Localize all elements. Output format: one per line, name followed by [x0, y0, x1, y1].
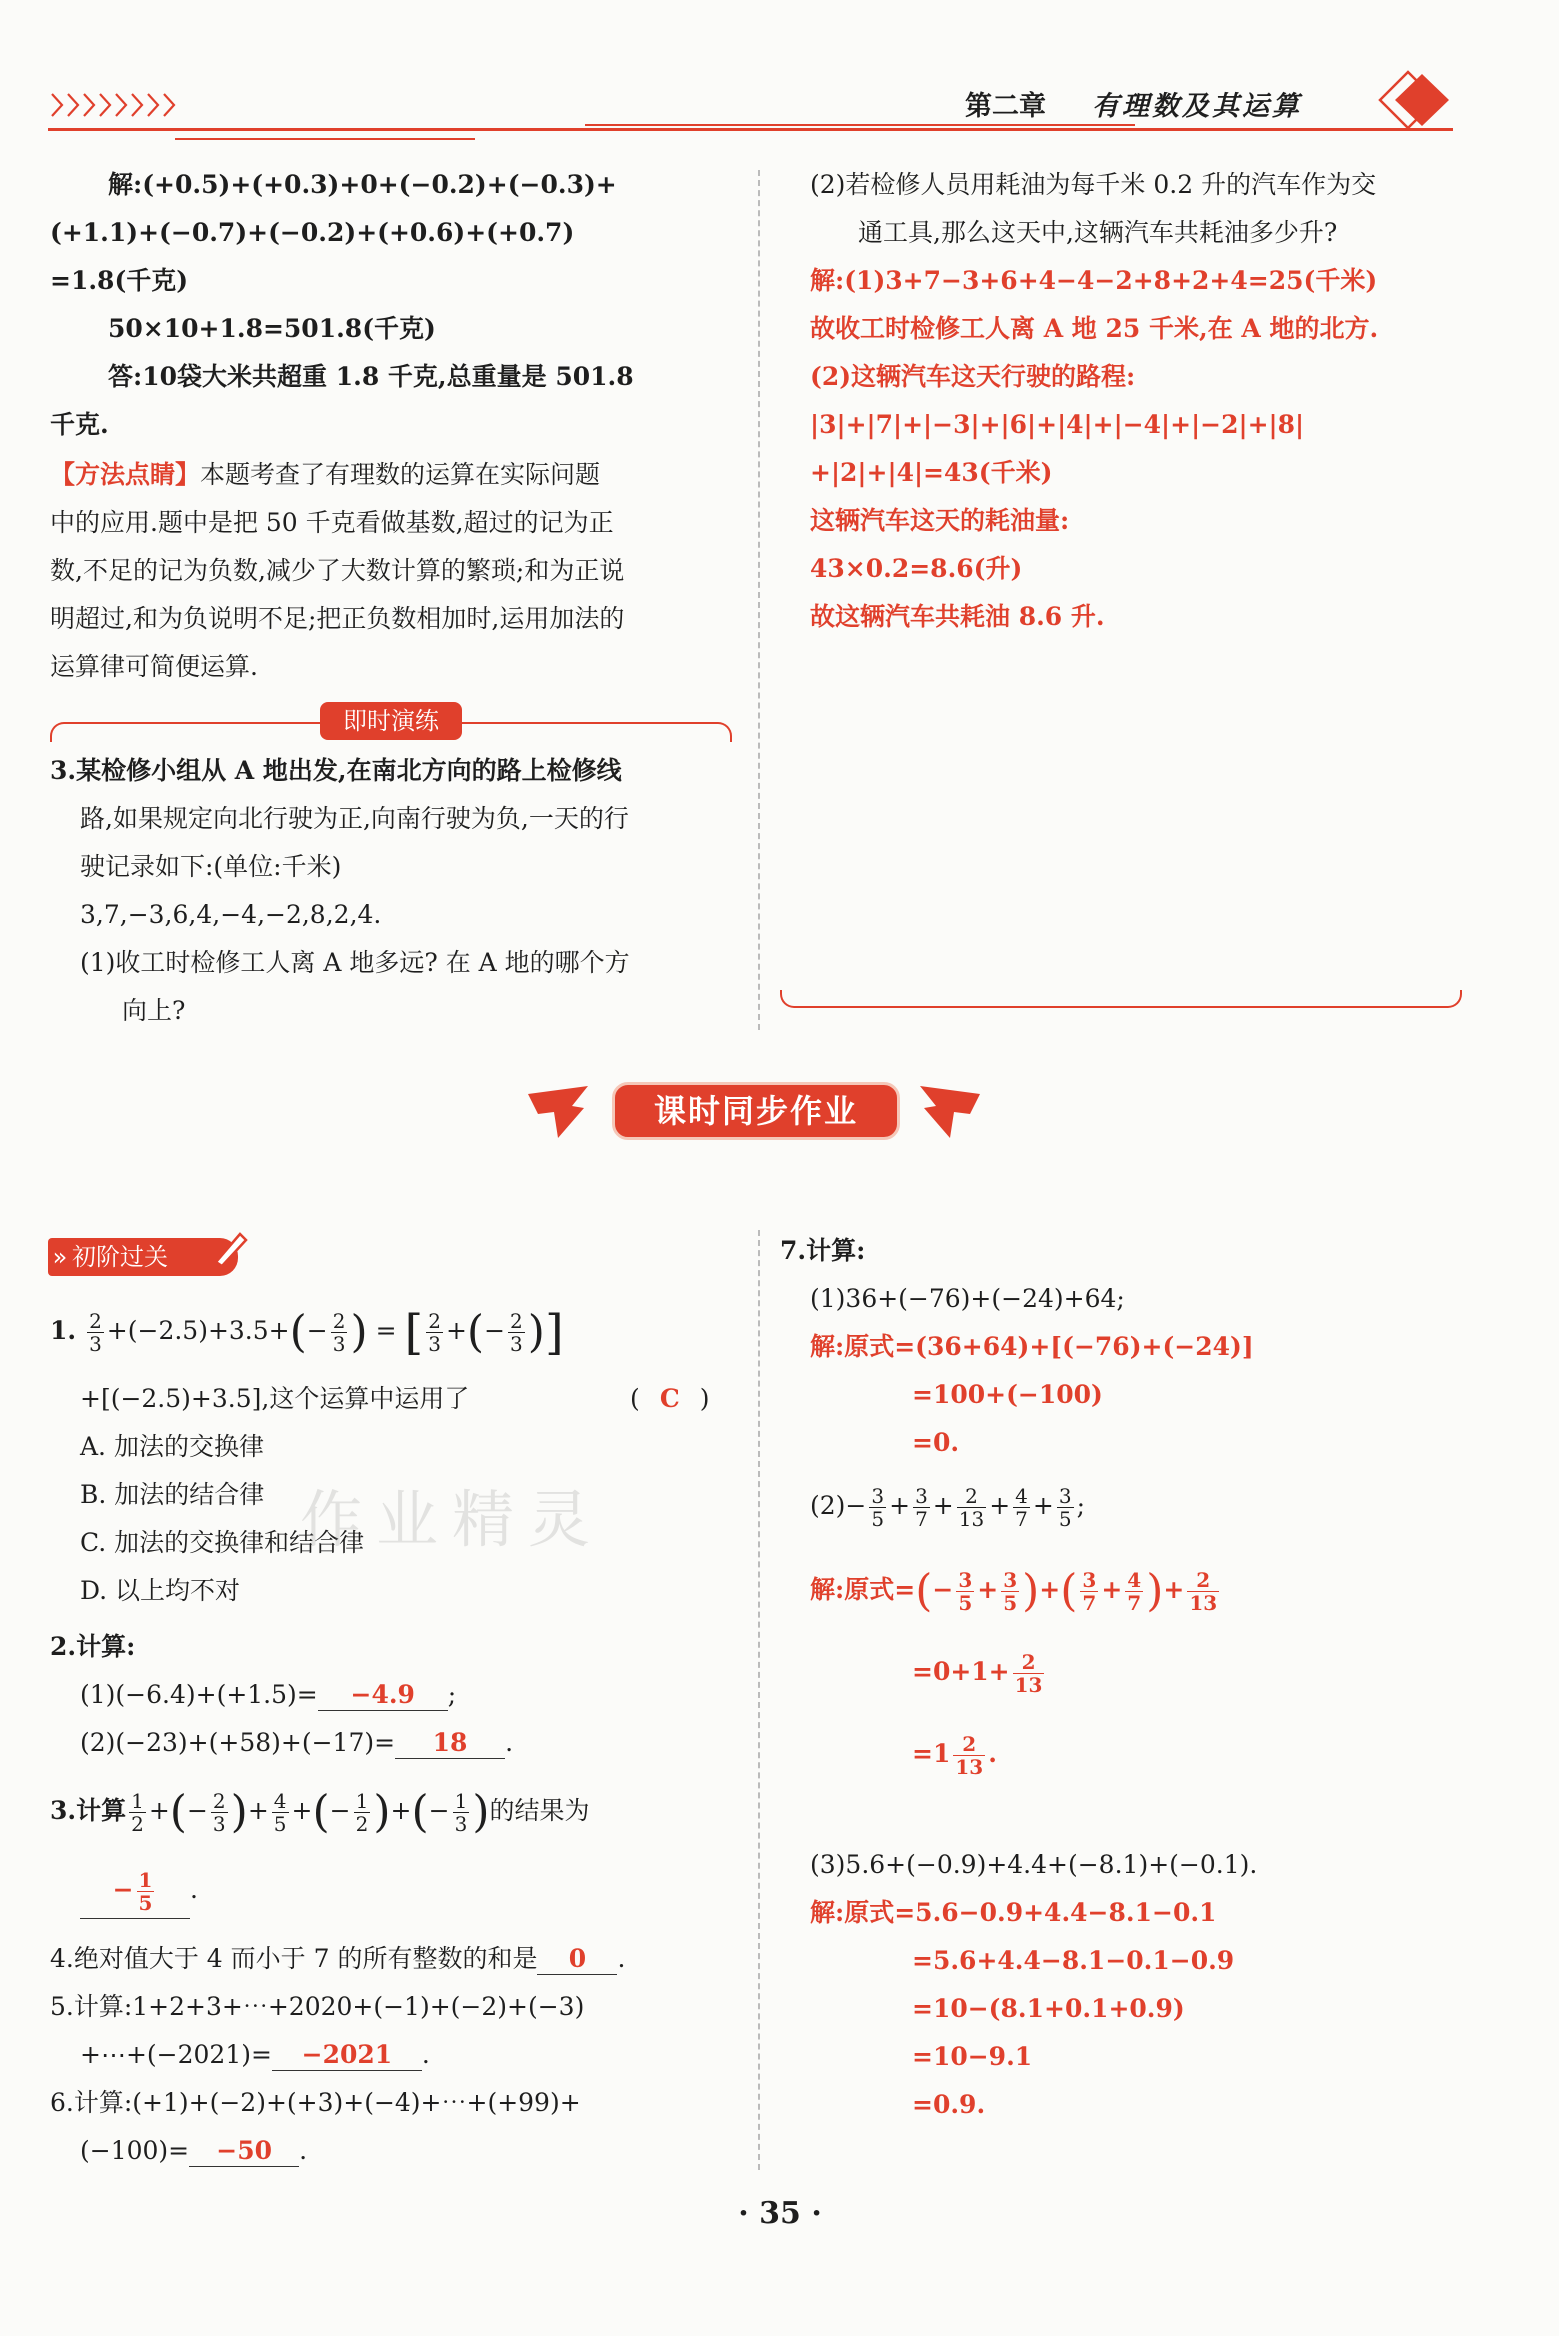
- problem-line: 路,如果规定向北行驶为正,向南行驶为负,一天的行: [80, 804, 629, 833]
- q7-solution-line: =5.6+4.4−8.1−0.1−0.9: [912, 1946, 1235, 1975]
- fraction: $\frac{2}{13}$: [1014, 1650, 1043, 1697]
- header-rule: [48, 128, 1453, 131]
- q3-answer: − $\frac{1}{5}$ .: [80, 1862, 198, 1919]
- right-box-bottom-rule: [780, 990, 1462, 1008]
- method-line: 【方法点睛】本题考查了有理数的运算在实际问题: [50, 460, 601, 489]
- fraction: $\frac{1}{2}$: [131, 1789, 144, 1836]
- solution-line: 解:(+0.5)+(+0.3)+0+(−0.2)+(−0.3)+: [108, 170, 617, 199]
- fraction: $\frac{1}{2}$: [355, 1789, 369, 1836]
- fraction: $\frac{2}{3}$: [212, 1789, 226, 1836]
- method-line: 明超过,和为负说明不足;把正负数相加时,运用加法的: [50, 604, 625, 633]
- q7-solution2-line3: =1 $\frac{2}{13}$ .: [912, 1732, 997, 1779]
- column-divider-bottom: [758, 1230, 760, 2170]
- solution-line: 50×10+1.8=501.8(千克): [108, 314, 436, 343]
- watermark: 作业精灵: [300, 1483, 605, 1556]
- practice-banner: 即时演练: [320, 702, 462, 740]
- q2-part2: (2)(−23)+(+58)+(−17)= 18 .: [80, 1728, 514, 1757]
- q2-part1: (1)(−6.4)+(+1.5)= −4.9 ;: [80, 1680, 457, 1709]
- column-divider: [758, 170, 760, 1030]
- answer-line: (2)这辆汽车这天行驶的路程:: [810, 362, 1136, 391]
- header-chevrons: [48, 88, 198, 126]
- fraction: $\frac{3}{5}$: [1003, 1568, 1018, 1615]
- answer-line: 故这辆汽车共耗油 8.6 升.: [810, 602, 1105, 631]
- q1-line1: 1. $\frac{2}{3}$ +(−2.5)+3.5+(− $\frac{2}{3}$ ) = [ $\frac{2}{3}$ +(− $\frac{2}{3}$ )]: [50, 1304, 564, 1361]
- fraction: $\frac{2}{3}$: [89, 1309, 102, 1356]
- problem-line: 驶记录如下:(单位:千米): [80, 852, 342, 881]
- q4: 4.绝对值大于 4 而小于 7 的所有整数的和是 0 .: [50, 1944, 626, 1973]
- answer-line: 故收工时检修工人离 A 地 25 千米,在 A 地的北方.: [810, 314, 1379, 343]
- answer-blank: −2021: [272, 2040, 422, 2071]
- page-number: · 35 ·: [738, 2196, 822, 2231]
- q7-solution2-line2: =0+1+ $\frac{2}{13}$: [912, 1650, 1043, 1697]
- stage-tag-label: 初阶过关: [72, 1243, 168, 1271]
- fraction: $\frac{2}{13}$: [1189, 1568, 1218, 1615]
- answer-line: 解:(1)3+7−3+6+4−4−2+8+2+4=25(千米): [810, 266, 1378, 295]
- q6-line2: (−100)= −50 .: [80, 2136, 308, 2165]
- q1-line2: +[(−2.5)+3.5],这个运算中运用了: [80, 1384, 470, 1413]
- q7-solution-line: =10−(8.1+0.1+0.9): [912, 1994, 1185, 2023]
- fraction: $\frac{2}{3}$: [332, 1309, 346, 1356]
- fraction: $\frac{4}{5}$: [273, 1789, 287, 1836]
- q7-solution-line: 解:原式=(36+64)+[(−76)+(−24)]: [810, 1332, 1254, 1361]
- q2-head: 2.计算:: [50, 1632, 136, 1661]
- header-rule-right: [585, 124, 1135, 126]
- problem-line: 3,7,−3,6,4,−4,−2,8,2,4.: [80, 900, 382, 929]
- answer-line: |3|+|7|+|−3|+|6|+|4|+|−4|+|−2|+|8|: [810, 410, 1305, 439]
- answer-blank: 18: [395, 1728, 505, 1759]
- section-banner: 课时同步作业: [612, 1082, 900, 1140]
- pencil-icon: [208, 1226, 252, 1274]
- fraction: $\frac{4}{7}$: [1015, 1484, 1028, 1531]
- q7-solution-line: =100+(−100): [912, 1380, 1103, 1409]
- q7-part1: (1)36+(−76)+(−24)+64;: [810, 1284, 1125, 1313]
- q1-option: A. 加法的交换律: [80, 1432, 264, 1461]
- banner-left-ornament-icon: [528, 1086, 588, 1142]
- fraction: $\frac{3}{5}$: [1058, 1484, 1072, 1531]
- answer-line: 这辆汽车这天的耗油量:: [810, 506, 1070, 535]
- solution-line: 千克.: [50, 410, 109, 439]
- problem-line: 3.某检修小组从 A 地出发,在南北方向的路上检修线: [50, 756, 622, 785]
- method-line: 运算律可简便运算.: [50, 652, 258, 681]
- fraction: $\frac{2}{13}$: [958, 1484, 985, 1531]
- q1-option: B. 加法的结合律: [80, 1480, 265, 1509]
- q1-option: D. 以上均不对: [80, 1576, 241, 1605]
- q7-head: 7.计算:: [780, 1236, 866, 1265]
- question-line: (2)若检修人员用耗油为每千米 0.2 升的汽车作为交: [810, 170, 1377, 199]
- solution-line: (+1.1)+(−0.7)+(−0.2)+(+0.6)+(+0.7): [50, 218, 575, 247]
- fraction: $\frac{3}{7}$: [1082, 1568, 1097, 1615]
- answer-blank: − $\frac{1}{5}$: [80, 1862, 190, 1919]
- banner-right-ornament-icon: [920, 1086, 980, 1142]
- q5-line2: +⋯+(−2021)= −2021 .: [80, 2040, 430, 2069]
- answer-blank: −50: [189, 2136, 299, 2167]
- fraction: $\frac{2}{13}$: [955, 1732, 984, 1779]
- problem-line: (1)收工时检修工人离 A 地多远? 在 A 地的哪个方: [80, 948, 630, 977]
- q6-line1: 6.计算:(+1)+(−2)+(+3)+(−4)+⋯+(+99)+: [50, 2088, 581, 2117]
- q7-solution-line: 解:原式=5.6−0.9+4.4−8.1−0.1: [810, 1898, 1217, 1927]
- fraction: $\frac{1}{3}$: [454, 1789, 468, 1836]
- answer-blank: −4.9: [318, 1680, 448, 1711]
- fraction: $\frac{4}{7}$: [1127, 1568, 1142, 1615]
- chapter-title: 有理数及其运算: [1092, 91, 1302, 122]
- double-chevron-icon: »: [52, 1243, 68, 1271]
- header-rule-thin: [175, 138, 475, 140]
- q1-answer-bracket: ( C ): [630, 1384, 710, 1413]
- fraction: $\frac{3}{5}$: [871, 1484, 885, 1531]
- answer-line: +|2|+|4|=43(千米): [810, 458, 1053, 487]
- fraction: $\frac{2}{3}$: [510, 1309, 523, 1356]
- q7-solution-line: =0.: [912, 1428, 960, 1457]
- method-line: 中的应用.题中是把 50 千克看做基数,超过的记为正: [50, 508, 614, 537]
- q5-line1: 5.计算:1+2+3+⋯+2020+(−1)+(−2)+(−3): [50, 1992, 585, 2021]
- q3-line1: 3.计算 $\frac{1}{2}$ +(− $\frac{2}{3}$ )+ $\frac{4}{5}$ +(− $\frac{1}{2}$ )+(− $\frac{1}{3}$ )的结果为: [50, 1786, 590, 1838]
- fraction: $\frac{3}{5}$: [958, 1568, 973, 1615]
- q7-part3: (3)5.6+(−0.9)+4.4+(−8.1)+(−0.1).: [810, 1850, 1258, 1879]
- fraction: $\frac{3}{7}$: [915, 1484, 928, 1531]
- method-tag: 【方法点睛】: [50, 460, 201, 489]
- q7-solution-line: =10−9.1: [912, 2042, 1033, 2071]
- q1-option: C. 加法的交换律和结合律: [80, 1528, 365, 1557]
- fraction: $\frac{2}{3}$: [428, 1309, 441, 1356]
- question-line: 通工具,那么这天中,这辆汽车共耗油多少升?: [858, 218, 1338, 247]
- solution-line: 答:10袋大米共超重 1.8 千克,总重量是 501.8: [108, 362, 634, 391]
- chapter-label: 第二章: [965, 91, 1046, 122]
- method-line: 数,不足的记为负数,减少了大数计算的繁琐;和为正说: [50, 556, 625, 585]
- answer-line: 43×0.2=8.6(升): [810, 554, 1023, 583]
- solution-line: =1.8(千克): [50, 266, 189, 295]
- q7-part2: (2)− $\frac{3}{5}$ + $\frac{3}{7}$ + $\frac{2}{13}$ + $\frac{4}{7}$ + $\frac{3}{5}$ ;: [810, 1484, 1086, 1531]
- header-diamond-icon: [1340, 60, 1460, 144]
- q7-solution2-line1: 解:原式=(− $\frac{3}{5}$ + $\frac{3}{5}$ )+( $\frac{3}{7}$ + $\frac{4}{7}$ )+ $\frac{2}{13}$: [810, 1565, 1218, 1617]
- answer-blank: 0: [537, 1944, 617, 1975]
- q7-solution-line: =0.9.: [912, 2090, 986, 2119]
- problem-line: 向上?: [122, 996, 186, 1025]
